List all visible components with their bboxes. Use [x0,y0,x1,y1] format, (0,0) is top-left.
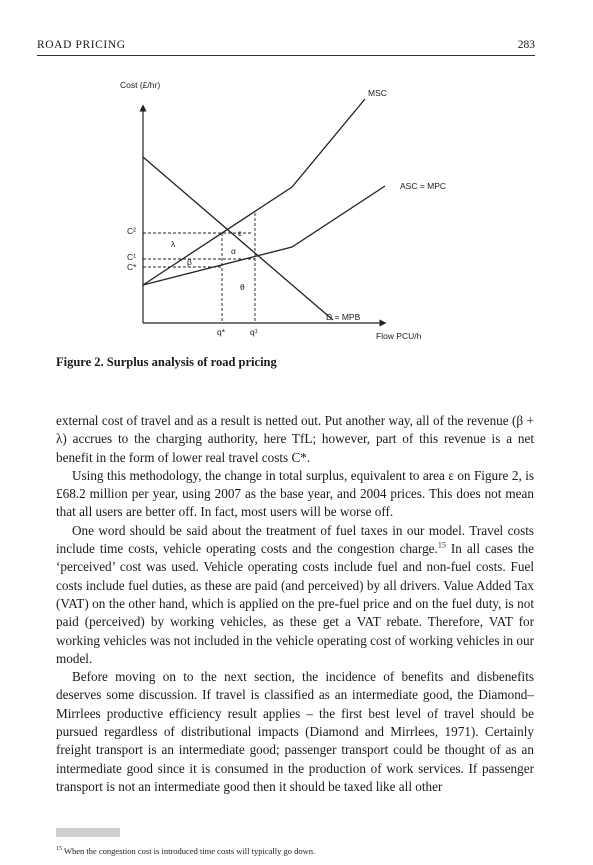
footnote-rule [56,828,120,837]
footnote-ref-15[interactable]: 15 [437,540,446,550]
paragraph-2: Using this methodology, the change in total surplus, equivalent to area ε on Figure 2, is £68.2 million per year, using 2007 as the base year, and 2004 prices. This does not mean that all users are better off. In fact, most users will be worse off. [56,467,534,520]
tick-c1: C¹ [127,252,136,262]
figure-surplus-analysis [100,75,460,350]
area-theta: θ [240,282,245,292]
paragraph-3 [56,522,534,668]
paragraph-3-part-a: One word should be said about the treatment of fuel taxes in our model. Travel costs include time costs, vehicle operating costs and the congestion charge. [56,522,534,557]
paragraph-1: external cost of travel and as a result is netted out. Put another way, all of the revenue (β + λ) accrues to the charging authority, here TfL; however, part of this revenue is a net benefit in the form of lower real travel costs C*. [56,413,534,465]
paragraph-4: Before moving on to the next section, the incidence of benefits and disbenefits deserves some discussion. If travel is classified as an intermediate good, the Diamond–Mirrlees productive efficiency result applies – the first best level of travel should be pursued regardless of distributional impacts (Diamond and Mirrlees, 1971). Certainly freight transport is an intermediate good; passenger transport could be thought of as an intermediate good since it is consumed in the production of work services. If passenger transport is not an intermediate good then it should be taxed like all other [56,669,534,794]
tick-cstar: C* [127,262,137,272]
tick-qstar: q* [217,327,226,337]
tick-c2: C² [127,226,136,236]
y-axis-label: Cost (£/hr) [120,80,161,90]
area-epsilon: ε [238,228,242,238]
area-alpha: α [231,246,236,256]
demand-label: D = MPB [326,312,361,322]
msc-label: MSC [368,88,387,98]
running-header-title: ROAD PRICING [37,39,126,51]
footnote [56,846,315,856]
figure-caption: Figure 2. Surplus analysis of road pricing [56,355,277,369]
header-rule [37,55,535,56]
asc-curve [143,186,385,285]
footnote-text: When the congestion cost is introduced time costs will typically go down. [63,846,316,856]
footnote-number: 15 [56,846,62,853]
x-axis-label: Flow PCU/h [376,331,422,341]
paragraph-3-part-b: In all cases the ‘perceived’ cost was used. Vehicle operating costs include fuel and non-fuel costs. Fuel costs include fuel duties, as these are paid (and perceived) by all drivers. Value Added Tax (VAT) on the other hand, which is applied on the pre-fuel price and on the fuel duty, is not paid (perceived) by working vehicles, as these get a VAT rebate. Therefore, VAT for working vehicles was not included in the vehicle operating cost of working vehicles in our model. [56,541,534,666]
area-lambda: λ [171,239,176,249]
tick-q1: q¹ [250,327,258,337]
page-number: 283 [517,39,535,51]
asc-label: ASC = MPC [400,181,447,191]
body-text [56,412,534,796]
figure-plot [100,75,460,350]
area-beta: β [187,257,192,267]
